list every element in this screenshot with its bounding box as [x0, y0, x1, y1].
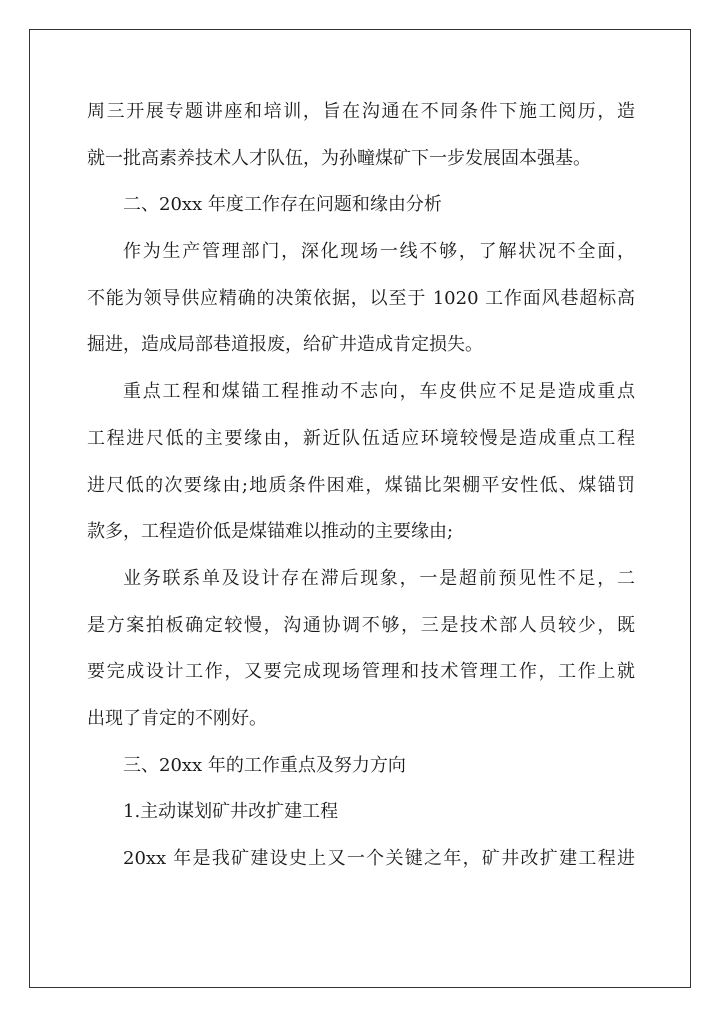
text-line: 是方案拍板确定较慢，沟通协调不够，三是技术部人员较少，既 — [87, 614, 635, 636]
text-line: 作为生产管理部门，深化现场一线不够，了解状况不全面， — [123, 241, 635, 263]
text-line: 20xx 年是我矿建设史上又一个关键之年，矿井改扩建工程进 — [123, 848, 635, 869]
text-line: 工程进尺低的主要缘由，新近队伍适应环境较慢是造成重点工程 — [87, 427, 635, 449]
section-heading: 二、20xx 年度工作存在问题和缘由分析 — [123, 194, 442, 216]
section-heading: 三、20xx 年的工作重点及努力方向 — [123, 754, 406, 776]
document-body — [87, 92, 635, 886]
text-line: 进尺低的次要缘由;地质条件困难，煤锚比架棚平安性低、煤锚罚 — [87, 474, 635, 496]
text-line: 业务联系单及设计存在滞后现象，一是超前预见性不足，二 — [123, 567, 635, 589]
text-line: 重点工程和煤锚工程推动不志向，车皮供应不足是造成重点 — [123, 381, 635, 403]
text-line: 出现了肯定的不刚好。 — [87, 707, 267, 729]
text-line: 周三开展专题讲座和培训，旨在沟通在不同条件下施工阅历，造 — [87, 101, 635, 122]
text-line: 要完成设计工作，又要完成现场管理和技术管理工作，工作上就 — [87, 661, 635, 683]
text-line: 就一批高素养技术人才队伍，为孙疃煤矿下一步发展固本强基。 — [87, 147, 591, 169]
text-line: 不能为领导供应精确的决策依据，以至于 1020 工作面风巷超标高 — [87, 287, 635, 309]
text-line: 掘进，造成局部巷道报废，给矿井造成肯定损失。 — [87, 334, 483, 356]
text-line: 款多，工程造价低是煤锚难以推动的主要缘由; — [87, 521, 454, 543]
subsection-heading: 1.主动谋划矿井改扩建工程 — [123, 801, 339, 823]
